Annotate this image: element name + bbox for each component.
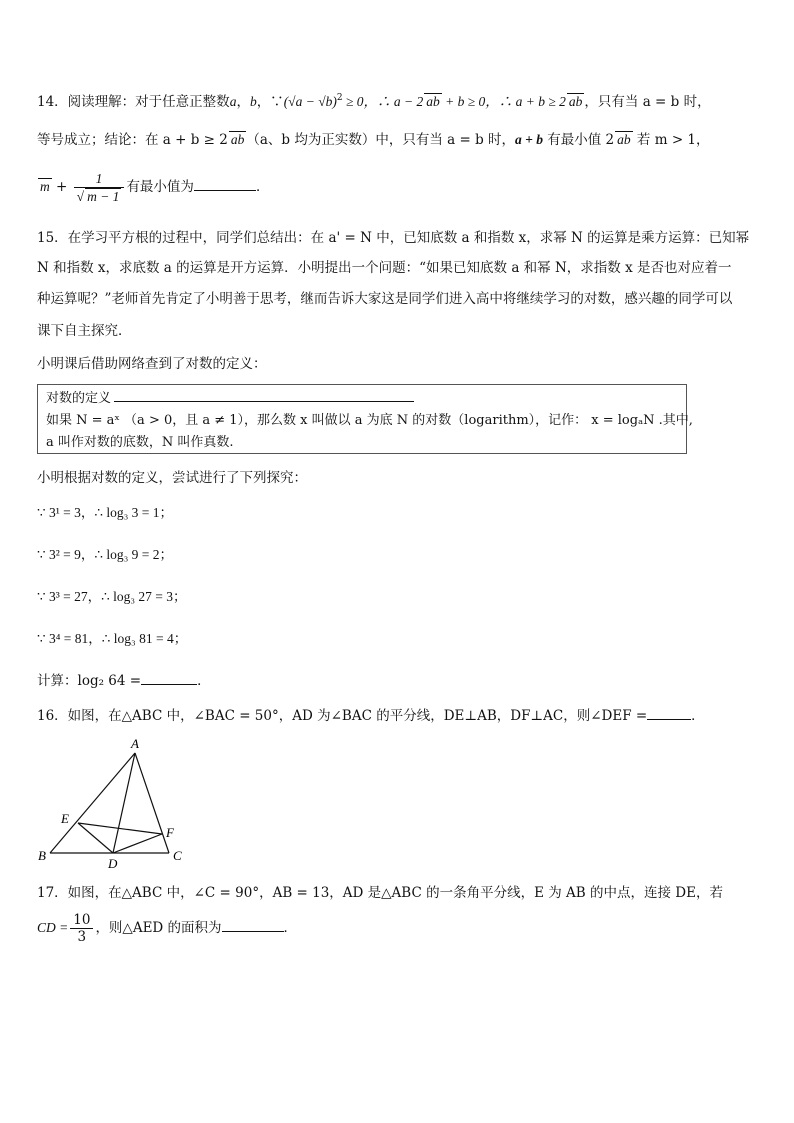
side-ab bbox=[50, 753, 135, 853]
q15-line-6: 小明根据对数的定义，尝试进行了下列探究： bbox=[37, 470, 307, 486]
box-title: 对数的定义 bbox=[46, 391, 112, 406]
label-e: E bbox=[61, 811, 69, 826]
q15-line-4: 课下自主探究． bbox=[37, 323, 132, 339]
sqrt-ab: ab bbox=[426, 94, 440, 109]
q15-line-2: N 和指数 x，求底数 a 的运算是开方运算．小明提出一个问题：“如果已知底数 a 和幂 N，求指数 x 是否也对应着一 bbox=[37, 260, 732, 276]
log-definition-box bbox=[37, 384, 693, 454]
label-b: B bbox=[38, 848, 46, 863]
q15-calc: 计算：log₂ 64 = ． bbox=[37, 670, 211, 691]
q15-example-1: ∵ 3¹ = 3，∴ log₃ 3 = 1； bbox=[37, 505, 174, 520]
fraction: $\frac{10}{3}$ bbox=[70, 912, 93, 945]
answer-blank[interactable] bbox=[647, 705, 691, 720]
q15-line-3: 种运算呢？”老师首先肯定了小明善于思考，继而告诉大家这是同学们进入高中将继续学习的对数，感兴趣的同学可以 bbox=[37, 291, 733, 307]
box-definition: 如果 N = aˣ （a > 0，且 a ≠ 1），那么数 x 叫做以 a 为底 N 的对数（logarithm），记作： x = logₐN .其中, bbox=[46, 413, 693, 428]
label-f: F bbox=[166, 825, 174, 840]
sqrt-ab: ab bbox=[617, 132, 631, 147]
box-definition-2: a 叫作对数的底数，N 叫作真数. bbox=[46, 435, 234, 450]
q15-example-3: ∵ 3³ = 27，∴ log₃ 27 = 3； bbox=[37, 589, 187, 604]
segment-df bbox=[113, 834, 162, 853]
sqrt-ab: ab bbox=[568, 94, 583, 109]
title-underline bbox=[114, 401, 414, 402]
q17-line-2: CD = $\frac{10}{3}$ ，则△AED 的面积为 ． bbox=[37, 912, 298, 945]
answer-blank[interactable] bbox=[222, 917, 284, 932]
sqrt-m: m bbox=[40, 179, 50, 194]
segment-ad bbox=[113, 753, 135, 853]
triangle-figure bbox=[36, 734, 196, 870]
q14-text: 14．阅读理解：对于任意正整数 bbox=[37, 94, 230, 110]
label-c: C bbox=[173, 848, 182, 863]
q15-example-2: ∵ 3² = 9，∴ log₃ 9 = 2； bbox=[37, 547, 174, 562]
q14-expr-square: (√a − √b) bbox=[283, 94, 337, 109]
answer-blank[interactable] bbox=[194, 176, 256, 191]
q15-line-1: 15．在学习平方根的过程中，同学们总结出：在 a' = N 中，已知底数 a 和指数 x，求幂 N 的运算是乘方运算：已知幂 bbox=[37, 230, 750, 246]
q16-text: 16．如图，在△ABC 中，∠BAC = 50°，AD 为∠BAC 的平分线，DE⊥AB，DF⊥AC，则∠DEF = ． bbox=[37, 705, 705, 726]
sqrt-ab: ab bbox=[230, 132, 245, 147]
segment-ef bbox=[78, 823, 162, 834]
q15-line-5: 小明课后借助网络查到了对数的定义： bbox=[37, 356, 267, 372]
label-a: A bbox=[131, 736, 139, 751]
q14-line-3: m + $\frac{1}{√ m - 1}$ 有最小值为 ． bbox=[40, 170, 270, 204]
q15-example-4: ∵ 3⁴ = 81，∴ log₃ 81 = 4； bbox=[37, 631, 188, 646]
fraction: $\frac{1}{√ m - 1}$ bbox=[74, 171, 125, 205]
q17-line-1: 17．如图，在△ABC 中，∠C = 90°，AB = 13，AD 是△ABC 的一条角平分线，E 为 AB 的中点，连接 DE，若 bbox=[37, 885, 723, 901]
q14-line-2: 等号成立；结论：在 a + b ≥ 2 ab （a、b 均为正实数）中，只有当 a = b 时，a + b 有最小值 2 ab 若 m > 1， bbox=[37, 132, 710, 148]
label-d: D bbox=[108, 856, 118, 870]
answer-blank[interactable] bbox=[141, 670, 197, 685]
q14-line-1: 14．阅读理解：对于任意正整数a，b，∵(√a − √b)$^2$ ≥ 0，∴ a − 2 ab + b ≥ 0，∴ a + b ≥ 2 ab ，只有当 a = b 时， bbox=[37, 93, 711, 110]
